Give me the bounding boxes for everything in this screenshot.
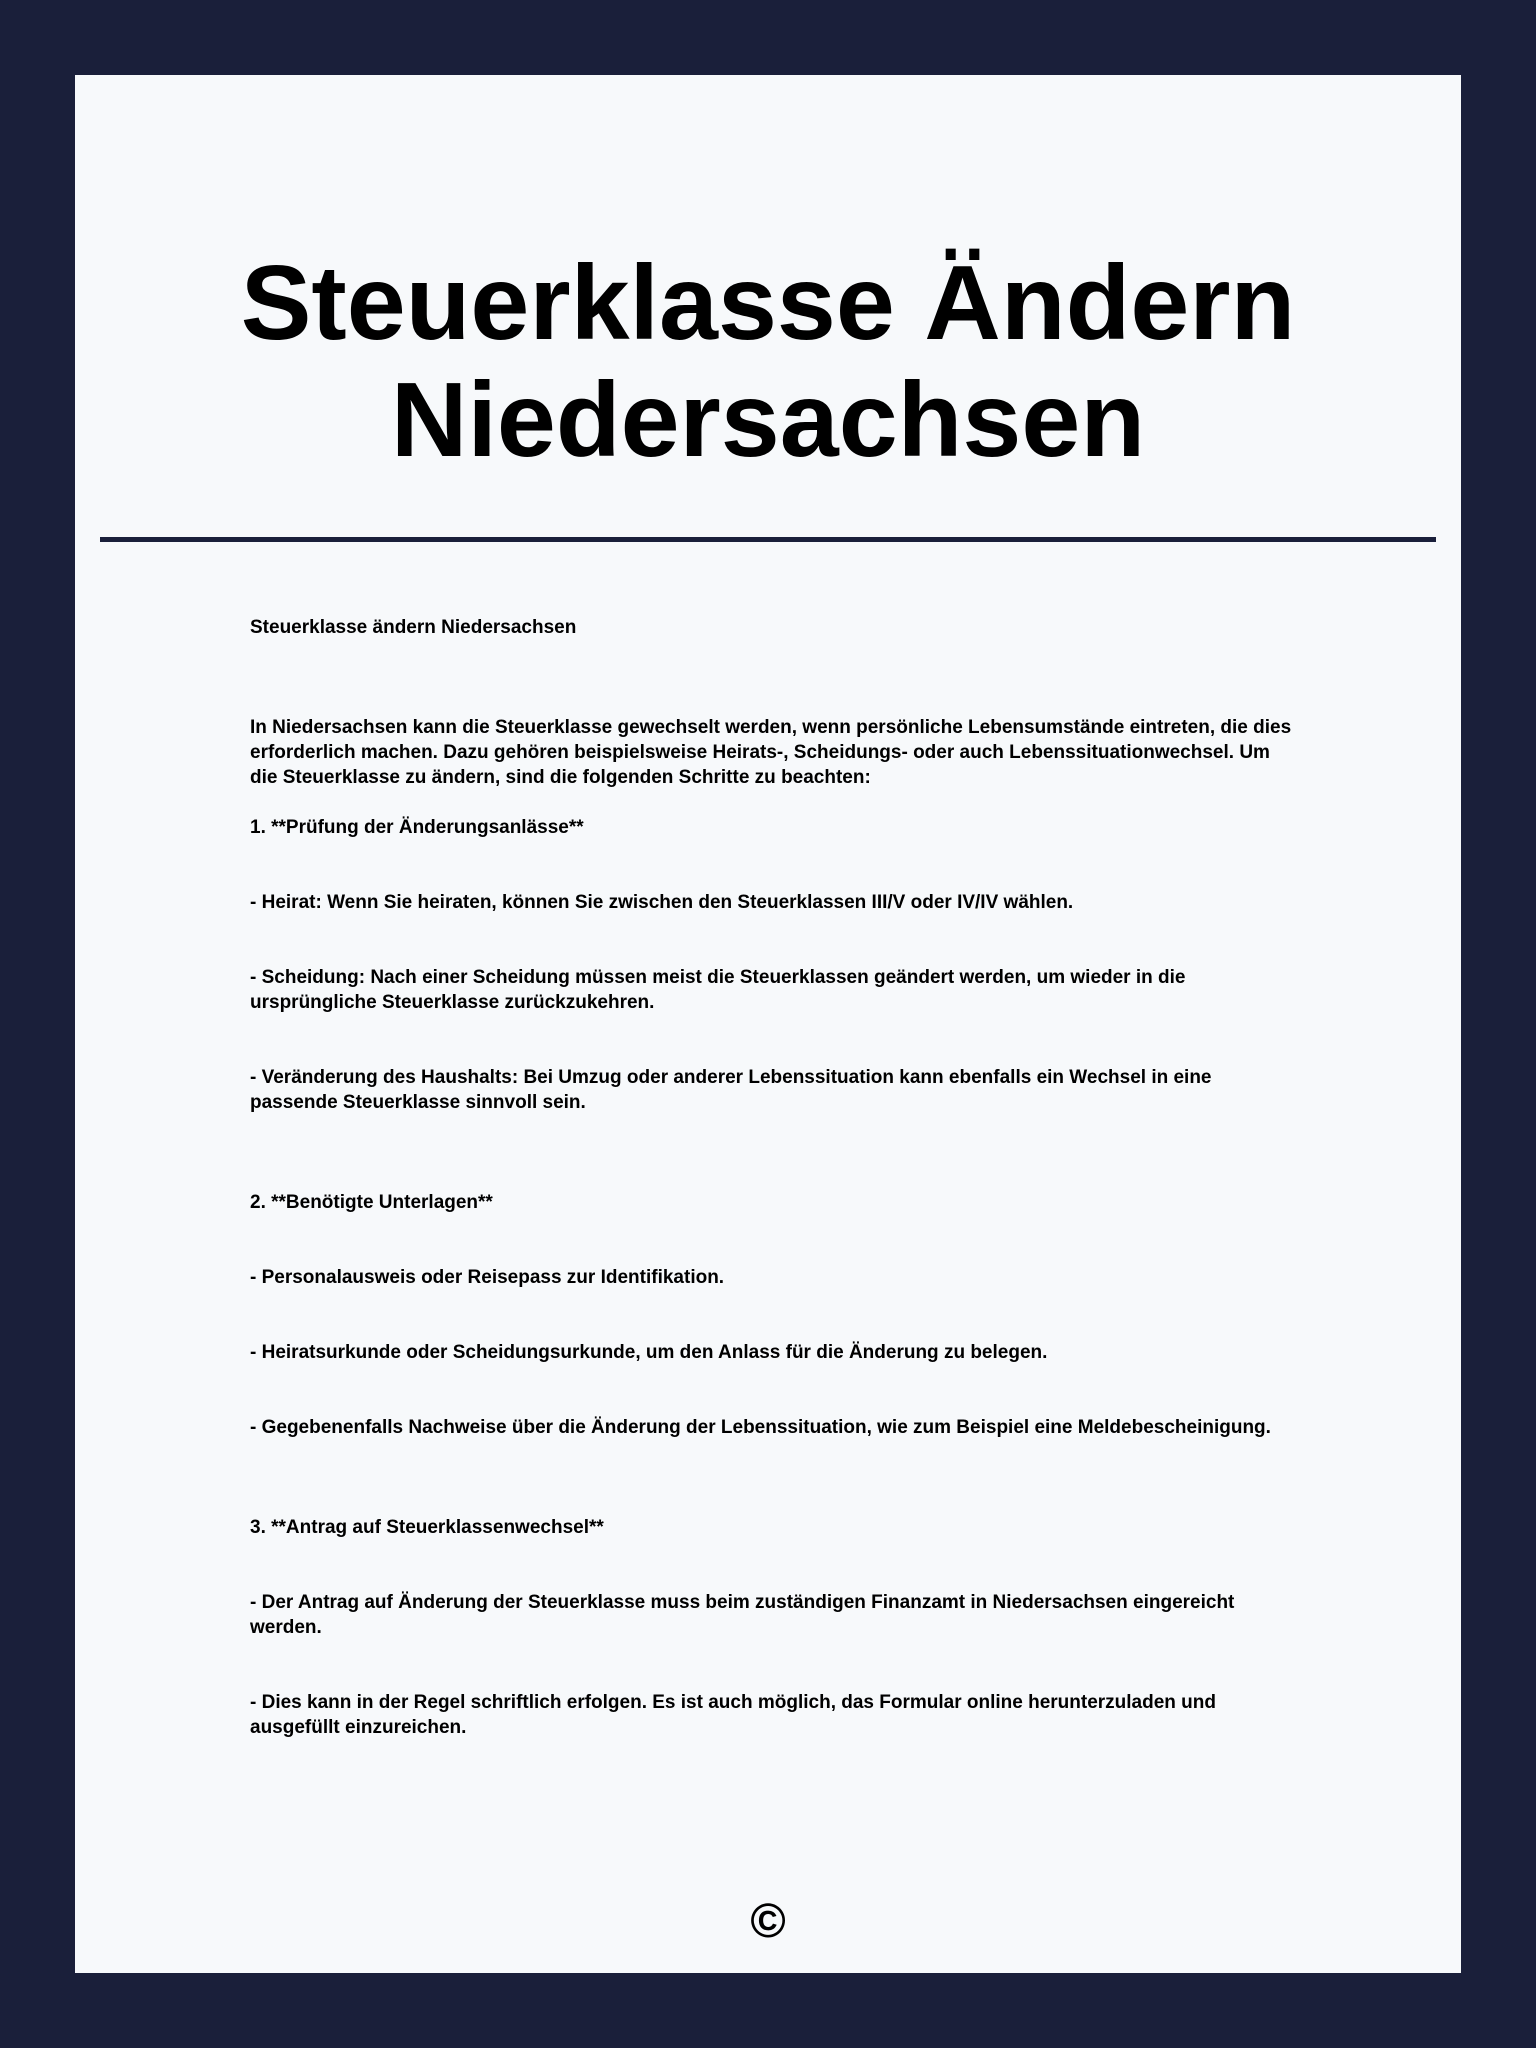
document-body [250, 589, 1300, 1740]
section-1-item-1: - Heirat: Wenn Sie heiraten, können Sie zwischen den Steuerklassen III/V oder IV/IV wählen. [250, 892, 1074, 913]
section-3-item-2: - Dies kann in der Regel schriftlich erfolgen. Es ist auch möglich, das Formular online herunterzuladen und ausgefüllt einzureichen. [250, 1692, 1217, 1738]
title-line-1: Steuerklasse Ändern [240, 244, 1296, 362]
section-heading-2: 2. **Benötigte Unterlagen** [250, 1192, 493, 1213]
section-1-item-3: - Veränderung des Haushalts: Bei Umzug oder anderer Lebenssituation kann ebenfalls ein Wechsel in eine passende Steuerklasse sinnvoll sein. [250, 1067, 1212, 1113]
copyright-icon: © [750, 1895, 786, 1948]
section-2-item-1: - Personalausweis oder Reisepass zur Identifikation. [250, 1267, 725, 1288]
intro-paragraph: In Niedersachsen kann die Steuerklasse gewechselt werden, wenn persönliche Lebensumstände eintreten, die dies erforderlich machen. Dazu gehören beispielsweise Heirats-, Scheidungs- oder auch Lebenssituationwechsel. Um die Steuerklasse zu ändern, sind die folgenden Schritte zu beachten: [250, 717, 1292, 788]
section-heading-3: 3. **Antrag auf Steuerklassenwechsel** [250, 1517, 604, 1538]
section-2-item-3: - Gegebenenfalls Nachweise über die Änderung der Lebenssituation, wie zum Beispiel eine Meldebescheinigung. [250, 1417, 1271, 1438]
page-title [75, 245, 1461, 479]
section-heading-1: 1. **Prüfung der Änderungsanlässe** [250, 817, 584, 838]
document-subtitle: Steuerklasse ändern Niedersachsen [250, 617, 577, 638]
document-page [75, 75, 1461, 1973]
title-divider [100, 537, 1436, 542]
section-2-item-2: - Heiratsurkunde oder Scheidungsurkunde, um den Anlass für die Änderung zu belegen. [250, 1342, 1048, 1363]
section-1-item-2: - Scheidung: Nach einer Scheidung müssen meist die Steuerklassen geändert werden, um wieder in die ursprüngliche Steuerklasse zurückzukehren. [250, 967, 1186, 1013]
section-3-item-1: - Der Antrag auf Änderung der Steuerklasse muss beim zuständigen Finanzamt in Niedersachsen eingereicht werden. [250, 1592, 1235, 1638]
title-line-2: Niedersachsen [390, 361, 1146, 479]
